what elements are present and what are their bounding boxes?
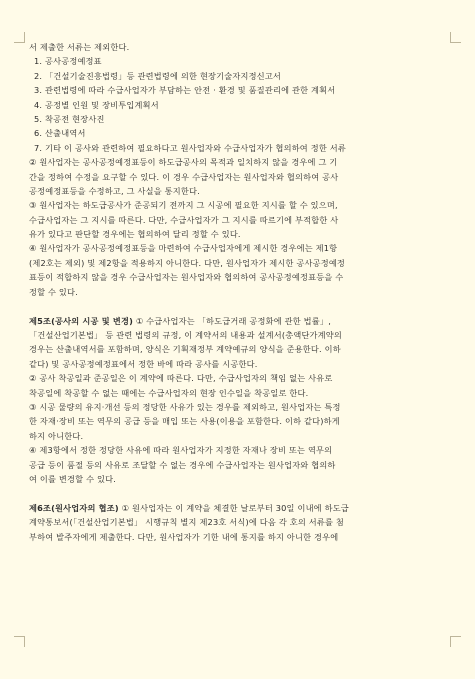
text-line: 간을 정하여 수정을 요구할 수 있다. 이 경우 수급사업자는 원사업자와 협의하여 공사 [29, 171, 339, 182]
list-item: 6. 산출내역서 [34, 128, 86, 139]
crop-mark-top-left [14, 32, 25, 43]
text-line: 서 제출한 서류는 제외한다. [29, 42, 130, 52]
list-item: 4. 공정별 인원 및 장비투입계획서 [34, 99, 159, 110]
text-line: ④ 제3항에서 정한 정당한 사유에 따라 원사업자가 지정한 자재나 장비 또는 역무의 [29, 445, 333, 456]
text-line: ③ 원사업자는 하도급공사가 준공되기 전까지 그 시공에 필요한 지시를 할 수 있으며, [29, 200, 338, 211]
text-line: ④ 원사업자가 공사공정예정표등을 마련하여 수급사업자에게 제시한 경우에는 제1항 [29, 243, 338, 254]
crop-mark-bottom-left [14, 636, 25, 647]
text-line: 부하여 발주자에게 제출한다. 다만, 원사업자가 기한 내에 통지를 하지 아니한 경우에 [29, 531, 339, 542]
crop-mark-top-right [450, 32, 461, 43]
text-line: 수급사업자는 그 지시를 따른다. 다만, 수급사업자가 그 지시를 따르기에 부적합한 사 [29, 214, 339, 225]
text-line: 같다) 및 공사공정예정표에서 정한 바에 따라 공사를 시공한다. [29, 358, 258, 369]
list-item: 5. 착공전 현장사진 [34, 113, 105, 124]
list-item: 1. 공사공정예정표 [34, 56, 102, 67]
text-line: 하지 아니한다. [29, 430, 84, 441]
list-item: 3. 관련법령에 따라 수급사업자가 부담하는 안전 · 환경 및 품질관리에 관한 계획서 [34, 85, 336, 96]
text-line: 계약통보서(「건설산업기본법」 시행규칙 별지 제23호 서식)에 다음 각 호의 서류를 첨 [29, 517, 344, 528]
article-heading: 제6조(원사업자의 협조) [29, 502, 119, 513]
text-line: 유가 있다고 판단할 경우에는 협의하여 달리 정할 수 있다. [29, 229, 241, 240]
article-first-line [29, 314, 447, 328]
document-body [29, 40, 447, 544]
text-line: 착공일에 착공할 수 없는 때에는 수급사업자의 현장 인수일을 착공일로 한다. [29, 387, 309, 398]
text-line: 공정예정표등을 수정하고, 그 사실을 통지한다. [29, 185, 200, 196]
text-line: ② 공사 착공일과 준공일은 이 계약에 따른다. 다만, 수급사업자의 책임 없는 사유로 [29, 373, 333, 384]
text-line: (제2호는 제외) 및 제2항을 적용하지 아니한다. 다만, 원사업자가 제시한 공사공정예정 [29, 257, 346, 268]
text-line: 정할 수 있다. [29, 286, 78, 297]
article-heading: 제5조(공사의 시공 및 변경) [29, 315, 134, 326]
list-item: 2. 「건설기술진흥법령」등 관련법령에 의한 현장기술자지정신고서 [34, 70, 282, 81]
text-line: 공급 등이 품절 등의 사유로 조달할 수 없는 경우에 수급사업자는 원사업자와 협의하 [29, 459, 336, 470]
text-line: ② 원사업자는 공사공정예정표등이 하도급공사의 목적과 일치하지 않을 경우에 그 기 [29, 157, 338, 168]
text-run: ① 원사업자는 이 계약을 체결한 날로부터 30일 이내에 하도급 [118, 502, 349, 513]
text-line: 여 이를 변경할 수 있다. [29, 473, 116, 484]
article-first-line [29, 501, 447, 515]
text-line: 표등이 적합하지 않을 경우 수급사업자는 원사업자와 협의하여 공사공정예정표등을 수 [29, 272, 344, 283]
text-line: 「건설산업기본법」 등 관련 법령의 규정, 이 계약서의 내용과 설계서(총액단가계약의 [29, 330, 342, 341]
text-line: ③ 시공 물량의 유지·개선 등의 정당한 사유가 있는 경우를 제외하고, 원사업자는 특정 [29, 401, 341, 412]
text-line: 경우는 산출내역서를 포함하며, 양식은 기획재정부 계약예규의 양식을 준용한다. 이하 [29, 344, 341, 355]
crop-mark-bottom-right [450, 636, 461, 647]
text-run: ① 수급사업자는 「하도급거래 공정화에 관한 법률」, [133, 315, 332, 326]
list-item: 7. 기타 이 공사와 관련하여 필요하다고 원사업자와 수급사업자가 협의하여 정한 서류 [34, 142, 346, 153]
text-line: 한 자재·장비 또는 역무의 공급 등을 매입 또는 사용(이용을 포함한다. 이하 같다)하게 [29, 416, 340, 427]
